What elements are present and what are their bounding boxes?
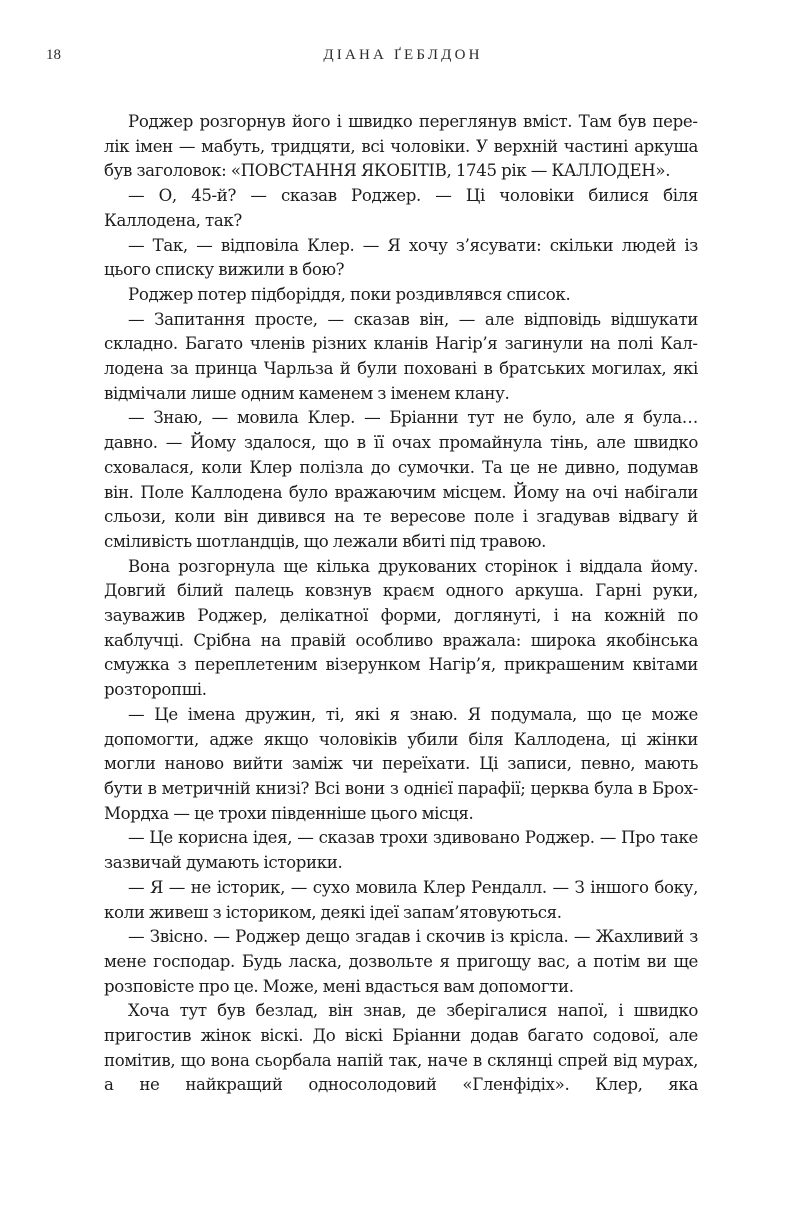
paragraph: — Це корисна ідея, — сказав трохи здивовано Роджер. — Про таке зазвичай думають історики. <box>104 828 698 873</box>
body-text <box>104 110 698 1098</box>
paragraph: — Так, — відповіла Клер. — Я хочу з’ясувати: скільки людей із цього списку вижили в бою? <box>104 235 698 280</box>
running-title: ДІАНА ҐЕБЛДОН <box>323 47 483 63</box>
paragraph: — Запитання просте, — сказав він, — але відповідь відшукати складно. Багато членів різних кланів Нагір’я загинули на полі Каллодена за принца Чарльза й були поховані в братських могилах, які відмічали лише одним каменем з іменем клану. <box>104 309 698 403</box>
paragraph-continued: Хоча тут був безлад, він знав, де зберігалися напої, і швидко пригостив жінок віскі. До віскі Бріанни додав багато содової, але помітив, що вона сьорбала напій так, наче в склянці спрей від мурах, а не найкращий односолодовий «Гленфідіх». Клер, яка <box>104 1001 698 1095</box>
paragraph: Вона розгорнула ще кілька друкованих сторінок і віддала йому. Довгий білий палець ковзнув краєм одного аркуша. Гарні руки, зауважив Роджер, делікатної форми, доглянуті, і на кожній по каблучці. Срібна на правій особливо вражала: широка якобінська смужка з переплетеним візерунком Нагір’я, прикрашеним квітами розторопші. <box>104 556 698 700</box>
paragraph: Роджер розгорнув його і швидко переглянув вміст. Там був перелік імен — мабуть, тридцяти, всі чоловіки. У верхній частині аркуша був заголовок: «ПОВСТАННЯ ЯКОБІТІВ, 1745 рік — КАЛЛОДЕН». <box>104 112 698 181</box>
paragraph: — О, 45-й? — сказав Роджер. — Ці чоловіки билися біля Каллодена, так? <box>104 186 698 230</box>
page-number: 18 <box>46 47 61 63</box>
running-header <box>46 47 700 71</box>
paragraph: — Звісно. — Роджер дещо згадав і скочив із крісла. — Жахливий з мене господар. Будь ласка, дозвольте я пригощу вас, а потім ви ще розповісте про це. Може, мені вдасться вам допомогти. <box>104 927 698 996</box>
paragraph: Роджер потер підборіддя, поки роздивлявся список. <box>128 284 571 304</box>
paragraph: — Це імена дружин, ті, які я знаю. Я подумала, що це може допомогти, адже якщо чоловіків убили біля Каллодена, ці жінки могли наново вийти заміж чи переїхати. Ці записи, певно, мають бути в метричній книзі? Всі вони з однієї парафії; церква була в Брох-Мордха — це трохи південніше цього місця. <box>104 704 698 823</box>
paragraph: — Я — не історик, — сухо мовила Клер Рендалл. — З іншого боку, коли живеш з істориком, деякі ідеї запам’ятовуються. <box>104 877 698 922</box>
paragraph: — Знаю, — мовила Клер. — Бріанни тут не було, але я була… давно. — Йому здалося, що в її очах промайнула тінь, але швидко сховалася, коли Клер полізла до сумочки. Та це не дивно, подумав він. Поле Каллодена було вражаючим місцем. Йому на очі набігали сльози, коли він дивився на те вересове поле і згадував відвагу й сміливість шотландців, що лежали вбиті під травою. <box>104 408 698 551</box>
